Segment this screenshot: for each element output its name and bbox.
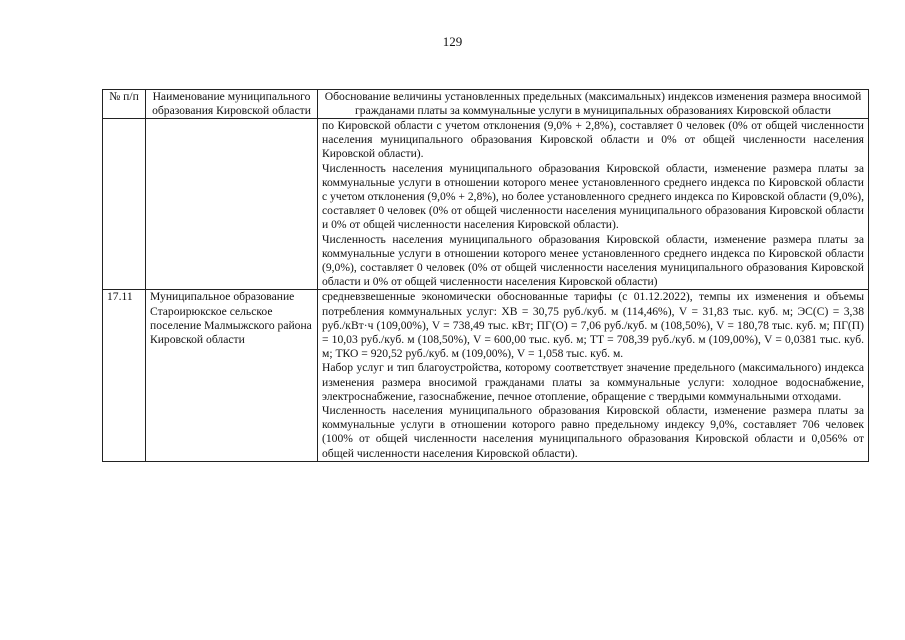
header-municipality-name: Наименование муниципального образования Кировской области: [146, 90, 318, 119]
justification-paragraph: по Кировской области с учетом отклонения (9,0% + 2,8%), составляет 0 человек (0% от общей численности населения муниципального образования Кировской области и 0% от общей численности населения Кировской области).: [322, 119, 864, 161]
table-row-17-11: [103, 290, 869, 461]
justification-paragraph: средневзвешенные экономически обоснованные тарифы (с 01.12.2022), темпы их изменения и объемы потребления коммунальных услуг: ХВ = 30,75 руб./куб. м (114,46%), V = 31,83 тыс. куб. м; ЭС(С) = 3,38 руб./кВт·ч (109,00%), V = 738,49 тыс. кВт; ПГ(О) = 7,06 руб./куб. м (108,50%), V = 180,78 тыс. куб. м; ПГ(П) = 10,03 руб./куб. м (108,50%), V = 600,00 тыс. куб. м; ТТ = 708,39 руб./куб. м (109,00%), V = 0,0381 тыс. куб. м; ТКО = 920,52 руб./куб. м (109,00%), V = 1,058 тыс. куб. м.: [322, 290, 864, 361]
row-num-cell: 17.11: [103, 290, 146, 461]
row-name-cell: Муниципальное образование Староирюкское сельское поселение Малмыжского района Кировской области: [146, 290, 318, 461]
header-justification: Обоснование величины установленных предельных (максимальных) индексов изменения размера вносимой гражданами платы за коммунальные услуги в муниципальных образованиях Кировской области: [318, 90, 869, 119]
row-justification-cell: [318, 290, 869, 461]
header-num: № п/п: [103, 90, 146, 119]
table-header-row: [103, 90, 869, 119]
row-num-cell: [103, 119, 146, 290]
row-justification-cell: [318, 119, 869, 290]
page-number: 129: [442, 34, 463, 49]
row-name-cell: [146, 119, 318, 290]
justification-paragraph: Численность населения муниципального образования Кировской области, изменение размера платы за коммунальные услуги в отношении которого менее установленного среднего индекса по Кировской области с учетом отклонения (9,0% + 2,8%), но более установленного среднего индекса по Кировской области (9,0%), составляет 0 человек (0% от общей численности населения муниципального образования Кировской области и 0% от общей численности населения Кировской области).: [322, 161, 864, 232]
justification-paragraph: Численность населения муниципального образования Кировской области, изменение размера платы за коммунальные услуги в отношении которого равно предельному индексу 9,0%, составляет 706 человек (100% от общей численности населения муниципального образования Кировской области и 0,056% от общей численности населения Кировской области).: [322, 404, 864, 460]
table-row-continuation: [103, 119, 869, 290]
justification-paragraph: Численность населения муниципального образования Кировской области, изменение размера платы за коммунальные услуги в отношении которого менее установленного среднего индекса по Кировской области (9,0%), составляет 0 человек (0% от общей численности населения муниципального образования Кировской области и 0% от общей численности населения Кировской области): [322, 232, 864, 289]
justification-paragraph: Набор услуг и тип благоустройства, которому соответствует значение предельного (максимального) индекса изменения размера вносимой гражданами платы за коммунальные услуги: холодное водоснабжение, электроснабжение, газоснабжение, печное отопление, обращение с твердыми коммунальными отходами.: [322, 361, 864, 403]
tariff-justification-table: [102, 89, 869, 462]
